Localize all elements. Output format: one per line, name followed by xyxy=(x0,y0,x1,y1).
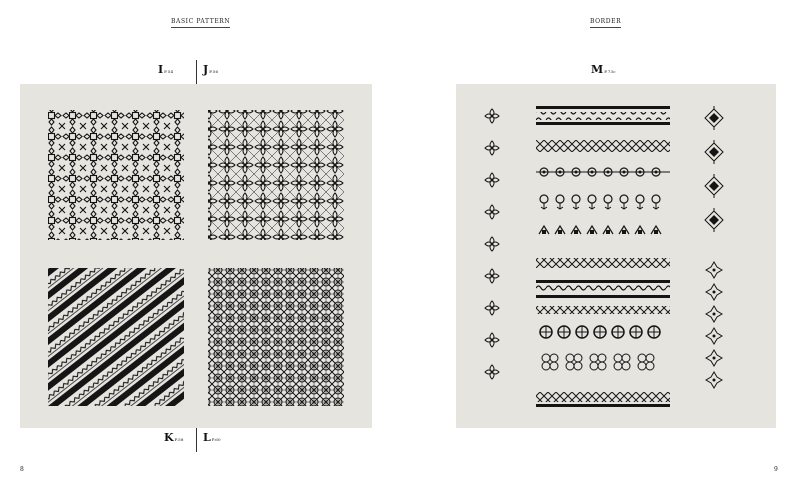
label-divider-top xyxy=(196,60,197,84)
sampler-right xyxy=(456,84,776,428)
pattern-k-sample xyxy=(48,268,184,406)
page-number-right: 9 xyxy=(774,466,778,473)
center-border-bands xyxy=(536,106,670,407)
sampler-left xyxy=(20,84,372,428)
right-page-header: BORDER xyxy=(590,18,621,28)
label-k: KP.58 xyxy=(164,431,184,444)
label-l: LP.60 xyxy=(203,431,221,444)
page-number-left: 8 xyxy=(20,466,24,473)
label-j: JP.56 xyxy=(203,63,219,76)
label-divider-bottom xyxy=(196,428,197,452)
label-m: MP.73c xyxy=(591,63,616,76)
right-motif-column xyxy=(705,106,723,388)
left-motif-column xyxy=(485,109,499,379)
fabric-panel-left xyxy=(20,84,372,428)
label-i: IP.54 xyxy=(158,63,174,76)
pattern-l-sample xyxy=(208,268,344,406)
left-page-header: BASIC PATTERN xyxy=(171,18,230,28)
fabric-panel-right xyxy=(456,84,776,428)
pattern-i-sample xyxy=(48,110,184,240)
pattern-j-sample xyxy=(208,110,344,240)
